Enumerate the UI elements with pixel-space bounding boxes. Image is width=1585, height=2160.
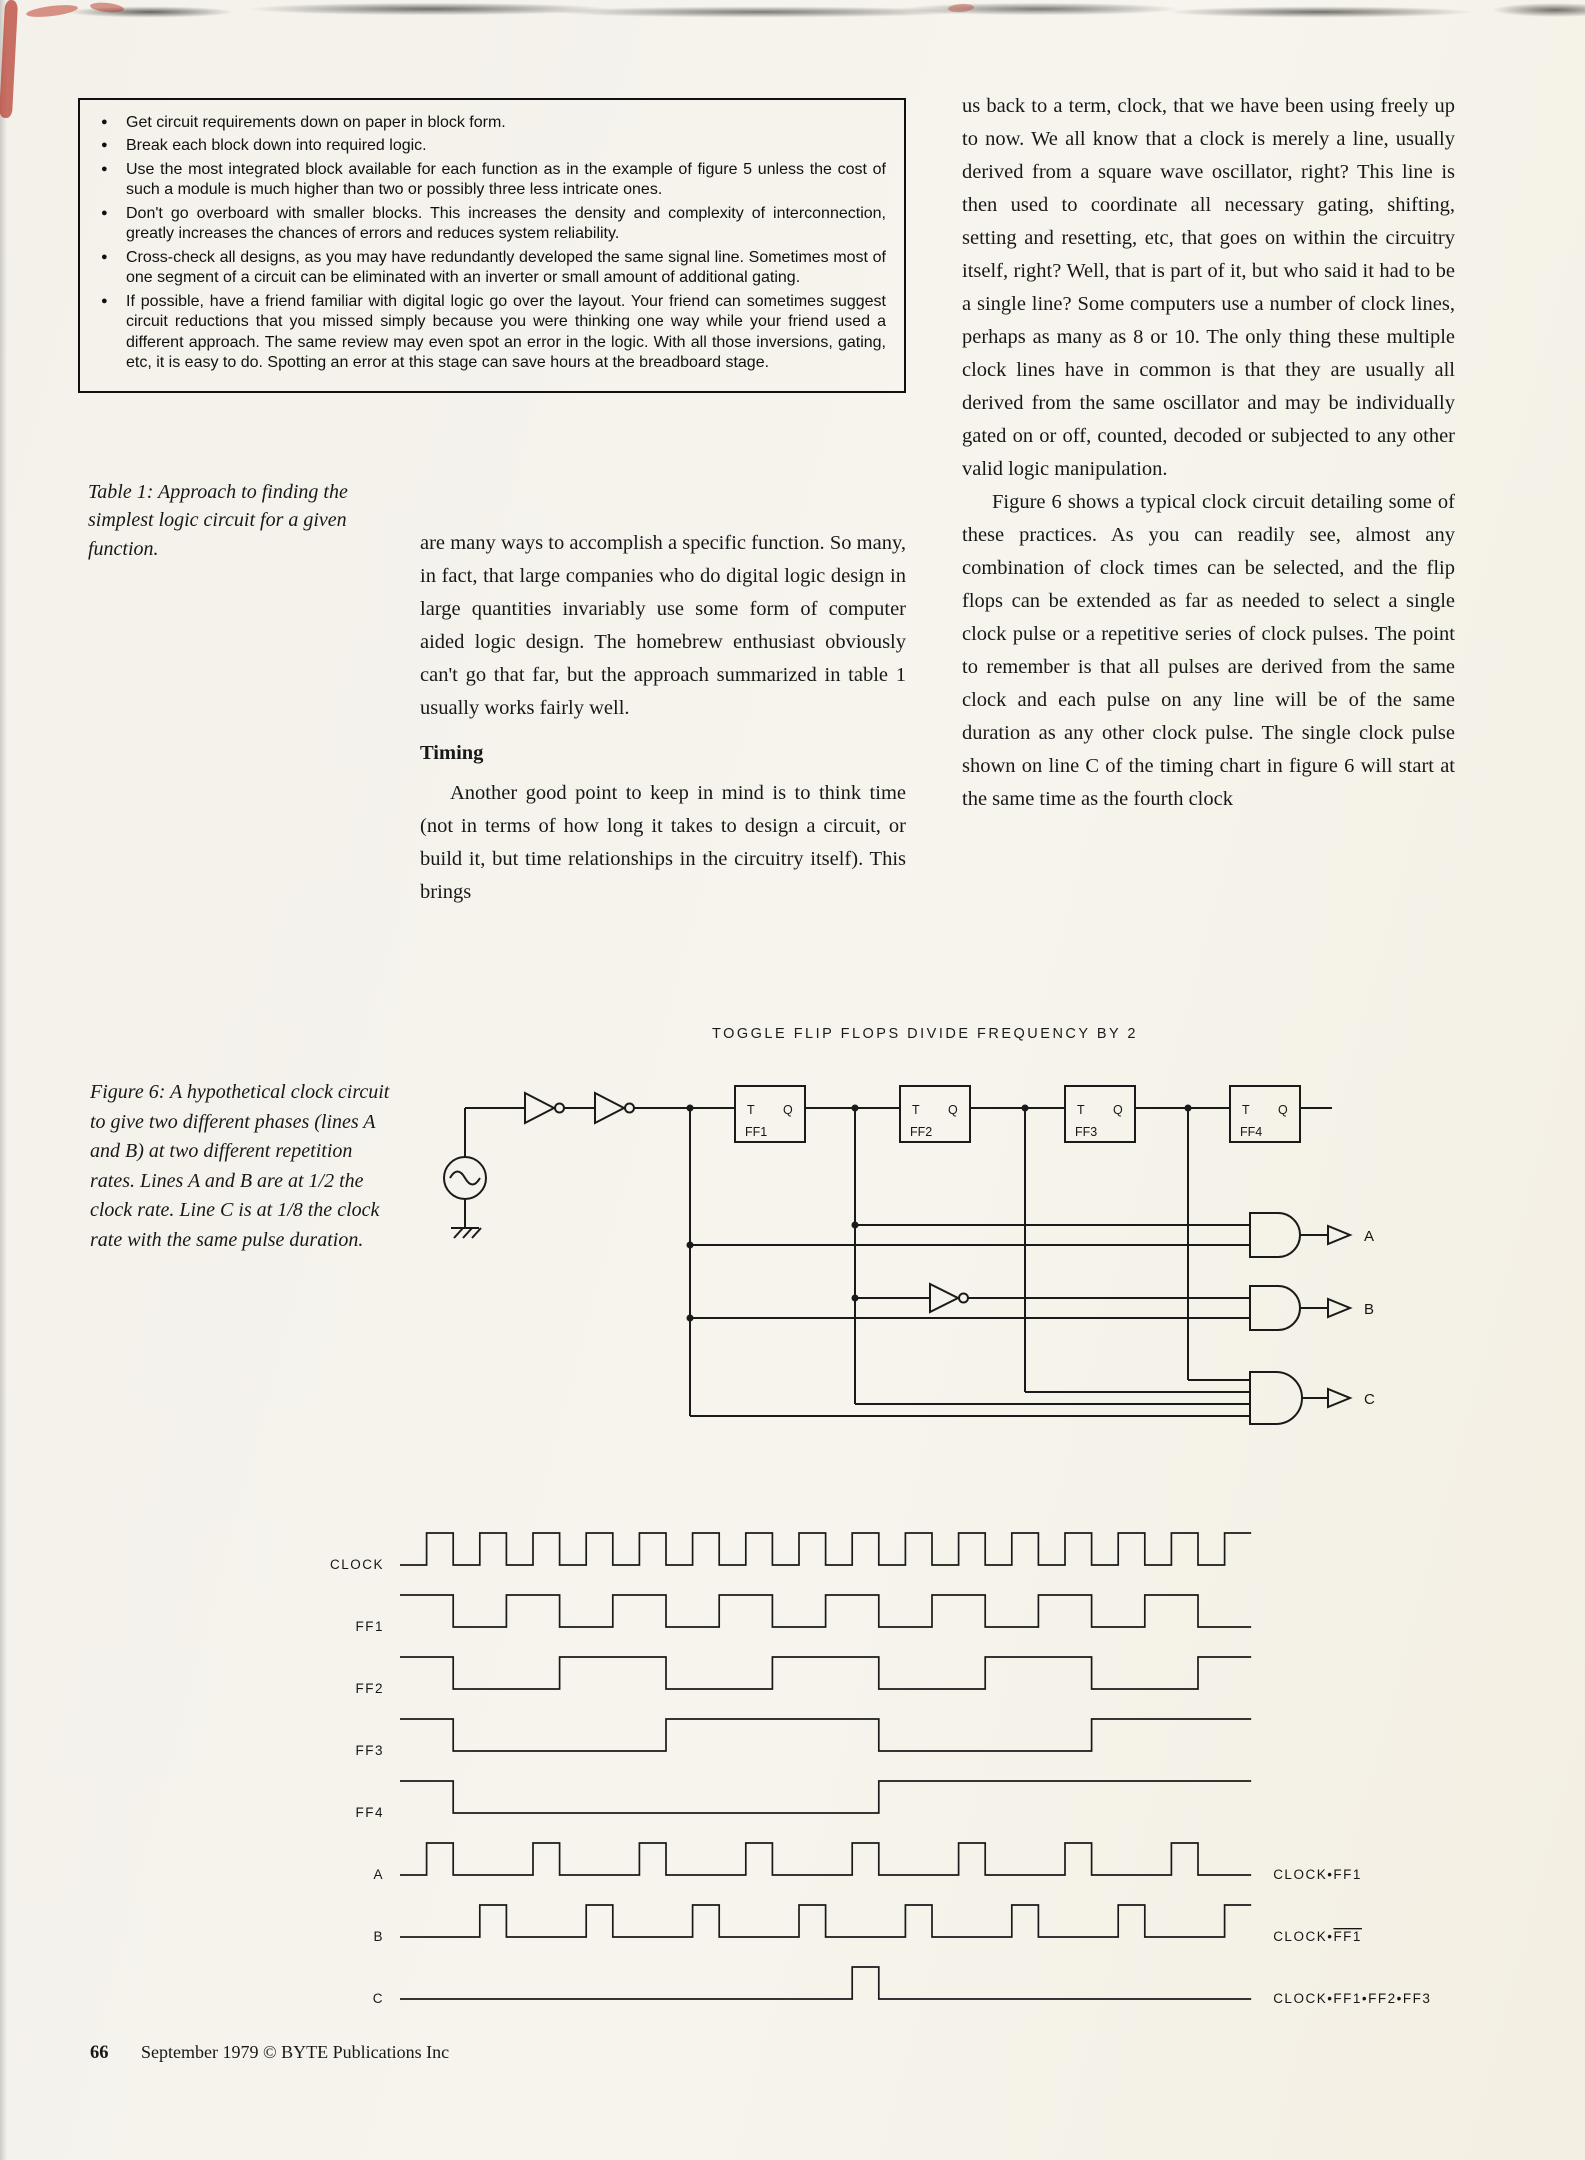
bullet-icon: ● (101, 206, 108, 219)
ff2-pin-t: T (912, 1103, 920, 1117)
waveform-clock (400, 1533, 1251, 1565)
ff4-pin-q: Q (1278, 1103, 1288, 1117)
scan-artifact-top-band (0, 0, 1585, 30)
table1-item (94, 160, 886, 201)
waveform-row-ff1 (355, 1595, 1251, 1634)
waveform-row-b (373, 1905, 1361, 1944)
paragraph: Figure 6 shows a typical clock circuit detailing some of these practices. As you can readily see, almost any combination of clock times can be selected, and the flip flops can be extended as far as needed to select a single clock pulse or a repetitive series of clock pulses. The point to remember is that all pulses are derived from the same clock and each pulse on any line will be of the same duration as any other clock pulse. The single clock pulse shown on line C of the timing chart in figure 6 will start at the same time as the fourth clock (962, 491, 1455, 810)
ff1-pin-q: Q (783, 1103, 793, 1117)
table1-caption: Table 1: Approach to finding the simplest logic circuit for a given function. (88, 481, 348, 560)
figure6-circuit (330, 1050, 1450, 1475)
output-arrow-icon (1328, 1389, 1350, 1407)
inverter-icon (525, 1093, 564, 1123)
page-footer (90, 2042, 449, 2064)
waveform-ff1 (400, 1595, 1251, 1627)
junction-dot (852, 1105, 859, 1112)
junction-dot (687, 1105, 694, 1112)
oscillator-icon (444, 1108, 486, 1228)
inverter-icon (595, 1093, 634, 1123)
paragraph: Another good point to keep in mind is to think time (not in terms of how long it takes to design a circuit, or build it, but time relationships in the circuitry itself). This brings (420, 782, 906, 903)
junction-dot (1185, 1105, 1192, 1112)
ff4-pin-t: T (1242, 1103, 1250, 1117)
ff2-pin-q: Q (948, 1103, 958, 1117)
paragraph: us back to a term, clock, that we have been using freely up to now. We all know that a clock is merely a line, usually derived from a square wave oscillator, right? This line is then used to coordinate all necessary gating, shifting, setting and resetting, etc, that goes on within the circuitry itself, right? Well, that is part of it, but who said it had to be a single line? Some computers use a number of clock lines, perhaps as many as 8 or 10. The only thing these multiple clock lines have in common is that they are usually all derived from the same oscillator and may be individually gated on or off, counted, decoded or subjected to any other valid logic manipulation. (962, 95, 1455, 480)
waveform-row-ff4 (355, 1781, 1251, 1820)
waveform-label-b: B (373, 1929, 384, 1944)
inverter-icon (930, 1284, 968, 1312)
paragraph: are many ways to accomplish a specific function. So many, in fact, that large companies who do digital logic design in large quantities invariably use some form of computer aided logic design. The homebrew enthusiast obviously can't go that far, but the approach summarized in table 1 usually works fairly well. (420, 532, 906, 719)
and-gate-a (1250, 1213, 1300, 1257)
junction-dot (852, 1295, 859, 1302)
bullet-icon: ● (101, 116, 108, 128)
figure6-timing-chart (295, 1515, 1545, 2025)
waveform-ff2 (400, 1657, 1251, 1689)
waveform-label-ff4: FF4 (355, 1805, 384, 1820)
figure6-caption: Figure 6: A hypothetical clock circuit to give two different phases (lines A and B) at two different repetition rates. Lines A and B are at 1/2 the clock rate. Line C is at 1/8 the clock rate with the same pulse duration. (90, 1081, 390, 1251)
column-middle (420, 527, 906, 909)
bullet-icon: ● (101, 294, 108, 307)
ff3-pin-q: Q (1113, 1103, 1123, 1117)
output-label-c: C (1364, 1391, 1375, 1408)
ff1-label: FF1 (745, 1125, 768, 1139)
waveform-formula-b: CLOCK•FF1 (1273, 1929, 1362, 1944)
table1-item (94, 292, 886, 374)
waveform-label-a: A (373, 1867, 384, 1882)
figure6-diagram-title: TOGGLE FLIP FLOPS DIVIDE FREQUENCY BY 2 (712, 1026, 1139, 1042)
circuit-diagram (330, 1050, 1450, 1470)
bullet-icon: ● (101, 139, 108, 152)
table1-item (94, 113, 886, 133)
ff1-pin-t: T (747, 1103, 755, 1117)
table1-item (94, 204, 886, 245)
waveform-formula-a: CLOCK•FF1 (1273, 1867, 1362, 1882)
table1-box (78, 98, 906, 393)
output-arrow-icon (1328, 1299, 1350, 1317)
table1-item (94, 248, 886, 289)
waveform-label-ff3: FF3 (355, 1743, 384, 1758)
waveform-ff3 (400, 1719, 1251, 1751)
ff3-label: FF3 (1075, 1125, 1098, 1139)
timing-chart-svg (295, 1515, 1545, 2020)
table1-item-text: Get circuit requirements down on paper in block form. (126, 114, 506, 131)
waveform-row-c (373, 1967, 1432, 2006)
page-number: 66 (90, 2043, 109, 2063)
waveform-b (400, 1905, 1251, 1937)
bullet-icon: ● (101, 250, 108, 263)
output-label-b: B (1364, 1301, 1375, 1318)
waveform-row-a (373, 1843, 1361, 1882)
junction-dot (852, 1222, 859, 1229)
bullet-icon: ● (101, 162, 108, 175)
table1-item-text: Break each block down into required logic. (126, 137, 427, 155)
ff4-label: FF4 (1240, 1125, 1263, 1139)
waveform-row-ff3 (355, 1719, 1251, 1758)
section-heading-timing: Timing (420, 742, 484, 764)
and-gate-b (1250, 1286, 1300, 1330)
junction-dot (687, 1242, 694, 1249)
table1-item-text: Use the most integrated block available for each function as in the example of figure 5 unless the cost of such a module is much higher than two or possibly three less intricate ones. (126, 160, 886, 199)
waveform-c (400, 1967, 1251, 1999)
waveform-formula-c: CLOCK•FF1•FF2•FF3 (1273, 1991, 1432, 2006)
junction-dot (687, 1315, 694, 1322)
ff2-label: FF2 (910, 1125, 933, 1139)
waveform-label-clock: CLOCK (329, 1557, 384, 1572)
output-arrow-icon (1328, 1226, 1350, 1244)
column-right (962, 90, 1455, 816)
table1-item-text: If possible, have a friend familiar with digital logic go over the layout. Your friend can sometimes suggest circuit reductions that you missed simply because you were thinking one way while your friend used a different approach. The same review may even spot an error in the logic. With all those inversions, gating, etc, it is easy to do. Spotting an error at this stage can save hours at the breadboard stage. (126, 292, 886, 372)
table1-item-text: Cross-check all designs, as you may have redundantly developed the same signal line. Sometimes most of one segment of a circuit can be eliminated with an inverter or small amount of additional gating. (126, 248, 886, 287)
and-gate-c (1250, 1372, 1302, 1424)
table1-item-text: Don't go overboard with smaller blocks. This increases the density and complexity of interconnection, greatly increases the chances of errors and reduces system reliability. (126, 204, 886, 243)
junction-dot (1022, 1105, 1029, 1112)
waveform-row-clock (330, 1533, 1251, 1572)
waveform-row-ff2 (355, 1657, 1251, 1696)
waveform-ff4 (400, 1781, 1251, 1813)
scan-artifact-left-edge (0, 0, 7, 2160)
table1-list (94, 113, 886, 374)
output-label-a: A (1364, 1228, 1375, 1245)
waveform-label-ff2: FF2 (355, 1681, 384, 1696)
table1-item (94, 136, 886, 156)
waveform-label-ff1: FF1 (355, 1619, 384, 1634)
ff3-pin-t: T (1077, 1103, 1085, 1117)
ground-icon (451, 1228, 481, 1238)
waveform-label-c: C (372, 1991, 384, 2006)
footer-text: September 1979 © BYTE Publications Inc (141, 2042, 450, 2062)
waveform-a (400, 1843, 1251, 1875)
